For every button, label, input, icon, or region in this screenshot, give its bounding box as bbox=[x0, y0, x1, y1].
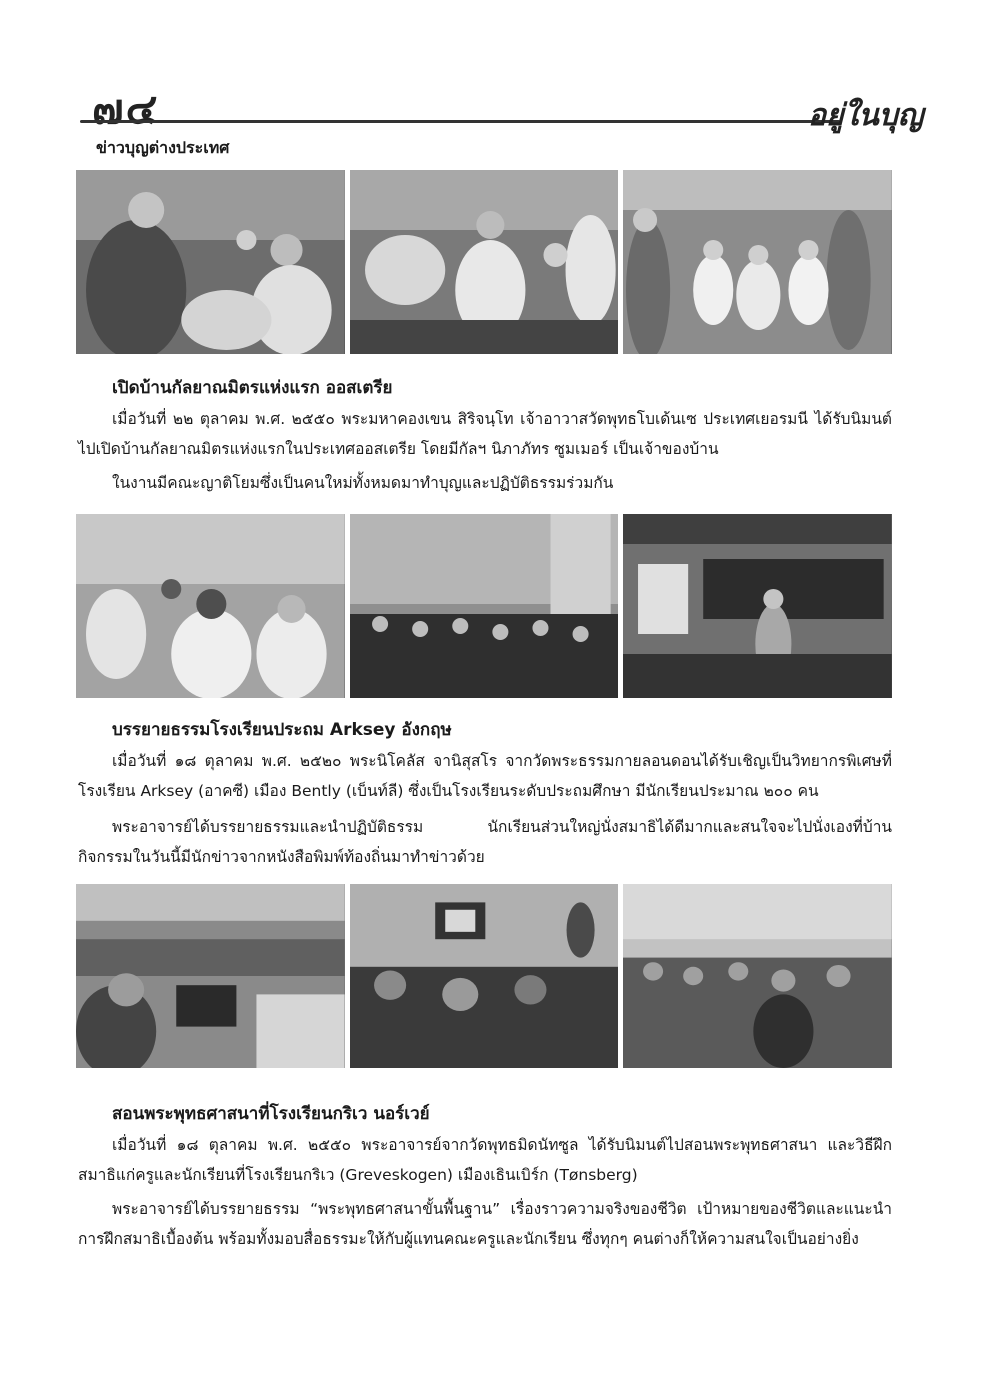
article-3-heading: สอนพระพุทธศาสนาที่โรงเรียนกริเว นอร์เวย์ bbox=[112, 1104, 430, 1124]
photo-row-1 bbox=[76, 170, 892, 354]
article-1-heading: เปิดบ้านกัลยาณมิตรแห่งแรก ออสเตรีย bbox=[112, 378, 393, 398]
photo-row-2 bbox=[76, 514, 892, 698]
article-1-paragraph-2: ในงานมีคณะญาติโยมซึ่งเป็นคนใหม่ทั้งหมดมาทำบุญและปฏิบัติธรรมร่วมกัน bbox=[112, 474, 614, 492]
article-3-paragraph-1: เมื่อวันที่ ๑๘ ตุลาคม พ.ศ. ๒๕๕๐ พระอาจารย์จากวัดพุทธมิดนัทซูล ได้รับนิมนต์ไปสอนพระพุทธศาสนา และวิธีฝึกสมาธิแก่ครูและนักเรียนที่โรงเรียนกริเว (Greveskogen) เมืองเธินเบิร์ก (Tønsberg) bbox=[78, 1136, 892, 1184]
photo-group-altar bbox=[623, 170, 892, 354]
photo-lecture-laptop bbox=[76, 884, 345, 1068]
photo-row-3 bbox=[76, 884, 892, 1068]
article-2-heading: บรรยายธรรมโรงเรียนประถม Arksey อังกฤษ bbox=[112, 720, 452, 740]
header-rule bbox=[80, 120, 840, 123]
article-2-paragraph-1: เมื่อวันที่ ๑๘ ตุลาคม พ.ศ. ๒๕๒๐ พระนิโคลัส จานิสุสโร จากวัดพระธรรมกายลอนดอนได้รับเชิญเป็นวิทยากรพิเศษที่โรงเรียน Arksey (อาคซี) เมือง Bently (เบ็นท์ลี) ซึ่งเป็นโรงเรียนระดับประถมศึกษา มีนักเรียนประมาณ ๒๐๐ คน bbox=[78, 752, 892, 800]
photo-monk-blessing bbox=[76, 170, 345, 354]
brand-logo: อยู่ในบุญ bbox=[808, 98, 924, 133]
section-label: ข่าวบุญต่างประเทศ bbox=[96, 138, 230, 157]
photo-chanting-family bbox=[350, 170, 619, 354]
article-1-paragraph-1: เมื่อวันที่ ๒๒ ตุลาคม พ.ศ. ๒๕๕๐ พระมหาคองเขน สิริจนฺโท เจ้าอาวาสวัดพุทธโบเด้นเซ ประเทศเยอรมนี ได้รับนิมนต์ไปเปิดบ้านกัลยาณมิตรแห่งแรกในประเทศออสเตรีย โดยมีกัลฯ นิภาภัทร ซูมเมอร์ เป็นเจ้าของบ้าน bbox=[78, 410, 892, 458]
photo-meditating-group bbox=[76, 514, 345, 698]
photo-students-seated bbox=[623, 884, 892, 1068]
page-number: ๗๔ bbox=[92, 84, 160, 133]
photo-audience-tv bbox=[350, 884, 619, 1068]
article-3-paragraph-2: พระอาจารย์ได้บรรยายธรรม “พระพุทธศาสนาขั้นพื้นฐาน” เรื่องราวความจริงของชีวิต เป้าหมายของชีวิตและแนะนำการฝึกสมาธิเบื้องต้น พร้อมทั้งมอบสื่อธรรมะให้กับผู้แทนคณะครูและนักเรียน ซึ่งทุกๆ คนต่างก็ให้ความสนใจเป็นอย่างยิ่ง bbox=[78, 1200, 892, 1248]
photo-school-hall bbox=[350, 514, 619, 698]
photo-classroom-monk bbox=[623, 514, 892, 698]
article-2-paragraph-2: พระอาจารย์ได้บรรยายธรรมและนำปฏิบัติธรรม นักเรียนส่วนใหญ่นั่งสมาธิได้ดีมากและสนใจจะไปนั่งเองที่บ้าน กิจกรรมในวันนี้มีนักข่าวจากหนังสือพิมพ์ท้องถิ่นมาทำข่าวด้วย bbox=[78, 818, 892, 866]
